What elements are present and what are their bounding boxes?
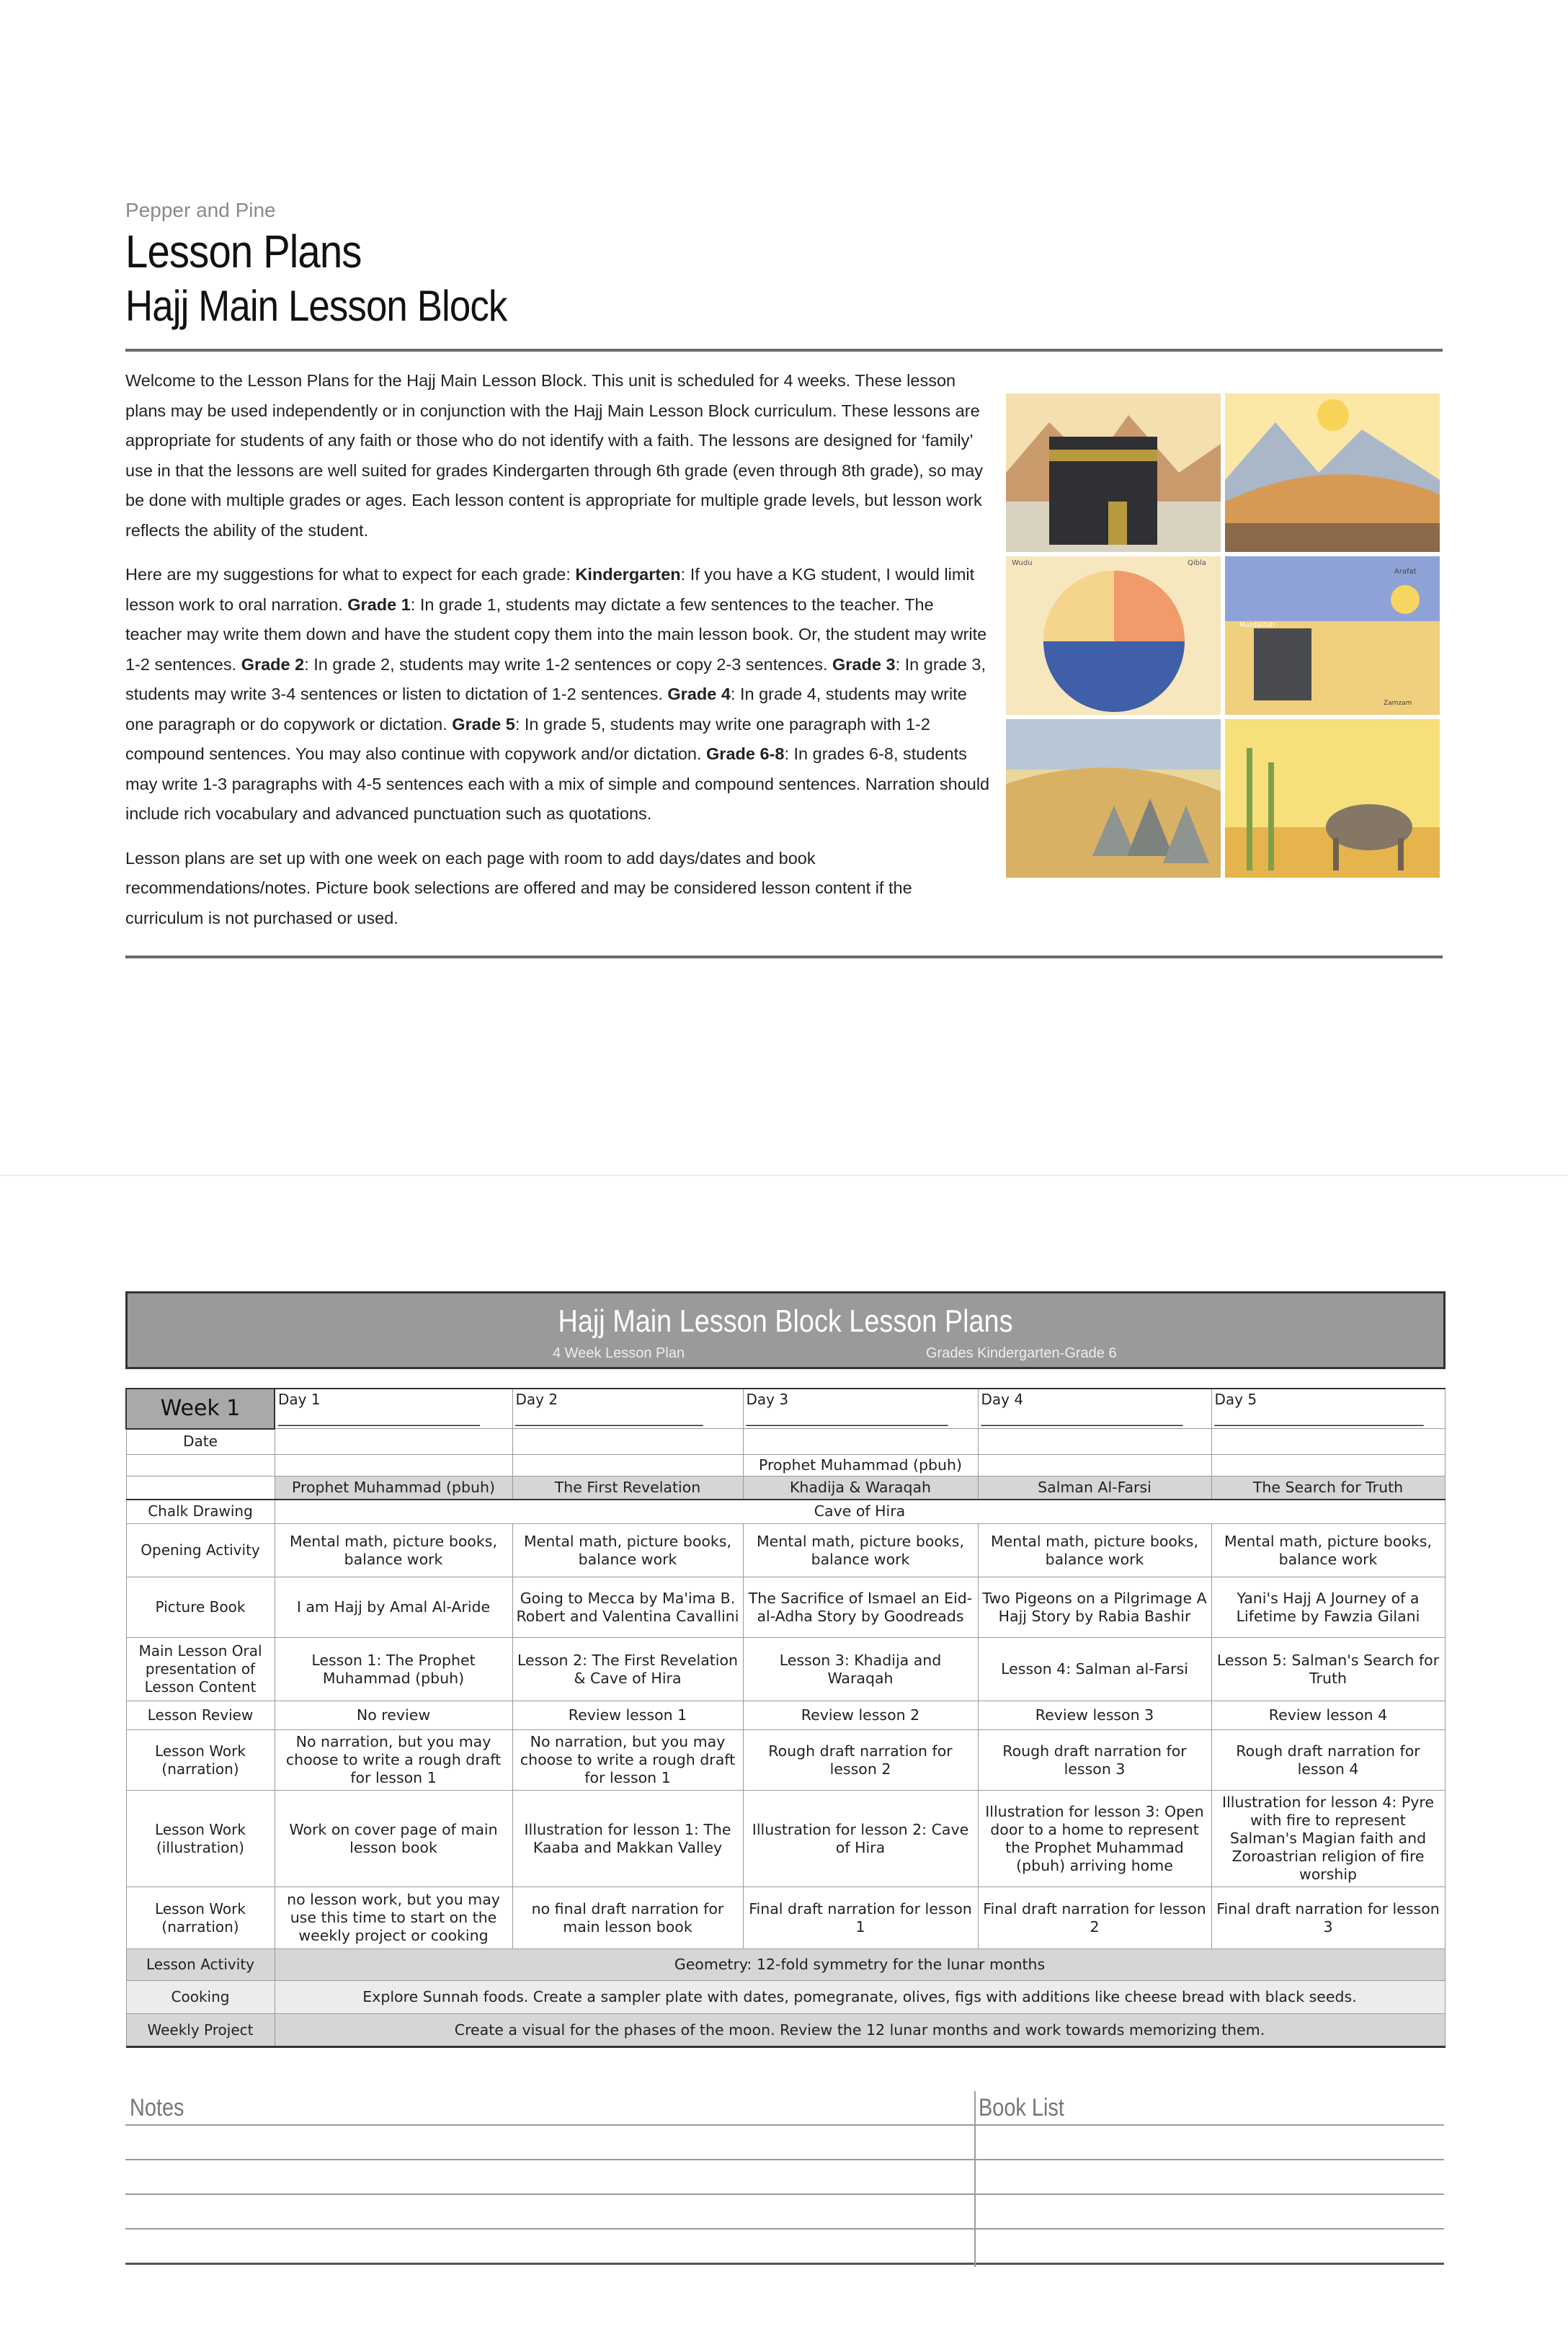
notes-label: Notes (130, 2094, 184, 2121)
lesson-work-illustration-day-5: Illustration for lesson 4: Pyre with fire to represent Salman's Magian faith and Zoroastrian religion of fire worship (1211, 1791, 1445, 1887)
lesson-work-final-day-5: Final draft narration for lesson 3 (1211, 1887, 1445, 1949)
main-lesson-day-5: Lesson 5: Salman's Search for Truth (1211, 1638, 1445, 1701)
cooking-label: Cooking (126, 1981, 275, 2014)
lesson-work-illustration-label: Lesson Work (illustration) (126, 1791, 275, 1887)
qibla-prayer-times-painting (1006, 556, 1221, 715)
lesson-work-illustration-day-4: Illustration for lesson 3: Open door to a home to represent the Prophet Muhammad (pbuh) arriving home (978, 1791, 1211, 1887)
date-cell-3[interactable] (743, 1429, 978, 1455)
lesson-activity-label: Lesson Activity (126, 1949, 275, 1981)
brand-name: Pepper and Pine (125, 199, 276, 221)
hajj-map-painting (1225, 556, 1440, 715)
lesson-plan-grades: Grades Kindergarten-Grade 6 (926, 1345, 1117, 1361)
lesson-work-narration-day-4: Rough draft narration for lesson 3 (978, 1730, 1211, 1791)
grade-label: Grade 2 (241, 654, 305, 674)
weekly-project-label: Weekly Project (126, 2014, 275, 2047)
picture-book-day-4: Two Pigeons on a Pilgrimage A Hajj Story by Rabia Bashir (978, 1577, 1211, 1638)
week-label: Week 1 (126, 1389, 275, 1429)
kaaba-painting (1006, 393, 1221, 552)
page-subtitle: Hajj Main Lesson Block (125, 282, 507, 330)
lesson-plan-duration: 4 Week Lesson Plan (553, 1345, 685, 1361)
grade-label: Grade 1 (347, 594, 411, 614)
page-one (0, 0, 1568, 1175)
date-cell-2[interactable] (512, 1429, 743, 1455)
lesson-work-final-day-2: no final draft narration for main lesson book (512, 1887, 743, 1949)
booklist-label: Book List (979, 2094, 1064, 2121)
muzdalifah-label: Muzdalifah (1239, 622, 1275, 629)
chalk-drawing-value: Cave of Hira (275, 1500, 1445, 1524)
lesson-work-narration-day-2: No narration, but you may choose to write a rough draft for lesson 1 (512, 1730, 743, 1791)
date-label: Date (126, 1429, 275, 1455)
intro-paragraph-1: Welcome to the Lesson Plans for the Hajj Main Lesson Block. This unit is scheduled for 4 weeks. These lesson plans may be used independently or in conjunction with the Hajj Main Lesson Block curriculum. These lessons are appropriate for students of any faith or those who do not identify with a faith. The lessons are designed for ‘family’ use in that the lessons are well suited for grades Kindergarten through 6th grade (even through 8th grade), so may be done with multiple grades or ages. Each lesson content is appropriate for multiple grade levels, but lesson work reflects the ability of the student. (125, 371, 984, 540)
day-4-header[interactable]: Day 4 ____________________________ (978, 1389, 1211, 1429)
picture-book-day-2: Going to Mecca by Ma'ima B. Robert and Valentina Cavallini (512, 1577, 743, 1638)
opening-activity-day-5: Mental math, picture books, balance work (1211, 1524, 1445, 1577)
grade-label: Grade 3 (832, 654, 896, 674)
main-lesson-day-4: Lesson 4: Salman al-Farsi (978, 1638, 1211, 1701)
notes-line[interactable] (125, 2124, 1444, 2126)
lesson-review-day-4: Review lesson 3 (978, 1701, 1211, 1730)
opening-activity-label: Opening Activity (126, 1524, 275, 1577)
lesson-work-final-day-1: no lesson work, but you may use this time to start on the weekly project or cooking (275, 1887, 512, 1949)
lesson-work-narration-day-5: Rough draft narration for lesson 4 (1211, 1730, 1445, 1791)
banner-blank-5 (1211, 1455, 1445, 1476)
opening-activity-day-1: Mental math, picture books, balance work (275, 1524, 512, 1577)
grade-label: Grade 4 (667, 685, 731, 703)
topic-day-2: The First Revelation (512, 1476, 743, 1500)
day-2-header[interactable]: Day 2 __________________________ (512, 1389, 743, 1429)
picture-book-label: Picture Book (126, 1577, 275, 1638)
main-lesson-day-3: Lesson 3: Khadija and Waraqah (743, 1638, 978, 1701)
day-1-header[interactable]: Day 1 ____________________________ (275, 1389, 512, 1429)
opening-activity-day-3: Mental math, picture books, balance work (743, 1524, 978, 1577)
lesson-work-narration-label: Lesson Work (narration) (126, 1730, 275, 1791)
lesson-work-final-day-4: Final draft narration for lesson 2 (978, 1887, 1211, 1949)
intro-paragraph-2: Here are my suggestions for what to expect for each grade: Kindergarten: If you have a KG student, I would limit lesson work to oral narration. Grade 1: In grade 1, students may dictate a few sentences to the teacher. The teacher may write them down and have the student copy them into the main lesson book. Or, the student may write 1-2 sentences. Grade 2: In grade 2, students may write 1-2 sentences or copy 2-3 sentences. Grade 3: In grade 3, students may write 3-4 sentences or listen to dictation of 1-2 sentences. Grade 4: In grade 4, students may write one paragraph or do copywork or dictation. Grade 5: In grade 5, students may write one paragraph with 1-2 compound sentences. You may also continue with copywork and/or dictation. Grade 6-8: In grades 6-8, students may write 1-3 paragraphs with 4-5 sentences each with a mix of simple and compound sentences. Narration should include rich vocabulary and advanced punctuation such as quotations. (125, 565, 990, 823)
wudu-label: Wudu (1012, 559, 1033, 567)
lesson-review-day-3: Review lesson 2 (743, 1701, 978, 1730)
notes-line[interactable] (125, 2193, 1444, 2195)
date-cell-1[interactable] (275, 1429, 512, 1455)
banner-blank-4 (978, 1455, 1211, 1476)
main-lesson-day-2: Lesson 2: The First Revelation & Cave of Hira (512, 1638, 743, 1701)
lesson-work-final-day-3: Final draft narration for lesson 1 (743, 1887, 978, 1949)
banner-spacer (126, 1455, 275, 1476)
ram-sacrifice-painting (1225, 719, 1440, 878)
topic-day-5: The Search for Truth (1211, 1476, 1445, 1500)
intro-paragraph-3: Lesson plans are set up with one week on each page with room to add days/dates and book recommendations/notes. Picture book selections are offered and may be considered lesson content if the curriculum is not purchased or used. (125, 848, 912, 927)
lesson-review-label: Lesson Review (126, 1701, 275, 1730)
date-cell-5[interactable] (1211, 1429, 1445, 1455)
lesson-work-narration-day-3: Rough draft narration for lesson 2 (743, 1730, 978, 1791)
notes-and-booklist (125, 2091, 1444, 2264)
picture-book-day-3: The Sacrifice of Ismael an Eid-al-Adha Story by Goodreads (743, 1577, 978, 1638)
grade-label: Kindergarten (575, 565, 681, 584)
lesson-work-illustration-day-3: Illustration for lesson 2: Cave of Hira (743, 1791, 978, 1887)
topic-spacer (126, 1476, 275, 1500)
opening-activity-day-4: Mental math, picture books, balance work (978, 1524, 1211, 1577)
lesson-work-illustration-day-2: Illustration for lesson 1: The Kaaba and Makkan Valley (512, 1791, 743, 1887)
grade-label: Grade 6-8 (706, 744, 785, 763)
day-3-header[interactable]: Day 3 ____________________________ (743, 1389, 978, 1429)
section-rule (125, 956, 1443, 958)
picture-book-day-5: Yani's Hajj A Journey of a Lifetime by Fawzia Gilani (1211, 1577, 1445, 1638)
lesson-plan-table (125, 1388, 1446, 2048)
intro-text (125, 366, 990, 948)
topic-day-4: Salman Al-Farsi (978, 1476, 1211, 1500)
lesson-plan-title: Hajj Main Lesson Block Lesson Plans (558, 1304, 1013, 1339)
qibla-label: Qibla (1188, 559, 1206, 567)
lesson-activity-value: Geometry: 12-fold symmetry for the lunar months (275, 1949, 1445, 1981)
lesson-review-day-5: Review lesson 4 (1211, 1701, 1445, 1730)
date-cell-4[interactable] (978, 1429, 1211, 1455)
cooking-value: Explore Sunnah foods. Create a sampler plate with dates, pomegranate, olives, figs with additions like cheese bread with black seeds. (275, 1981, 1445, 2014)
main-lesson-day-1: Lesson 1: The Prophet Muhammad (pbuh) (275, 1638, 512, 1701)
opening-activity-day-2: Mental math, picture books, balance work (512, 1524, 743, 1577)
notes-line[interactable] (125, 2228, 1444, 2230)
lesson-review-day-1: No review (275, 1701, 512, 1730)
notes-bottom-rule (125, 2263, 1444, 2265)
title-rule (125, 349, 1443, 352)
zamzam-label: Zamzam (1384, 700, 1412, 707)
picture-book-day-1: I am Hajj by Amal Al-Aride (275, 1577, 512, 1638)
lesson-review-day-2: Review lesson 1 (512, 1701, 743, 1730)
main-lesson-label: Main Lesson Oral presentation of Lesson Content (126, 1638, 275, 1701)
tents-at-mina-painting (1006, 719, 1221, 878)
arafat-label: Arafat (1394, 568, 1417, 576)
watercolor-artwork-grid (1006, 393, 1440, 878)
chalk-drawing-label: Chalk Drawing (126, 1500, 275, 1524)
notes-column-divider (974, 2091, 976, 2267)
lesson-plan-header (125, 1291, 1446, 1369)
topic-day-1: Prophet Muhammad (pbuh) (275, 1476, 512, 1500)
day-5-header[interactable]: Day 5 _____________________________ (1211, 1389, 1445, 1429)
page-title: Lesson Plans (125, 226, 362, 277)
banner-blank-2 (512, 1455, 743, 1476)
desert-valley-painting (1225, 393, 1440, 552)
banner-blank-1 (275, 1455, 512, 1476)
lesson-work-illustration-day-1: Work on cover page of main lesson book (275, 1791, 512, 1887)
notes-line[interactable] (125, 2159, 1444, 2160)
lesson-work-narration-day-1: No narration, but you may choose to write a rough draft for lesson 1 (275, 1730, 512, 1791)
grade-label: Grade 5 (452, 714, 515, 734)
topic-day-3: Khadija & Waraqah (743, 1476, 978, 1500)
weekly-project-value: Create a visual for the phases of the moon. Review the 12 lunar months and work towards memorizing them. (275, 2014, 1445, 2047)
topic-banner: Prophet Muhammad (pbuh) (743, 1455, 978, 1476)
lesson-work-final-label: Lesson Work (narration) (126, 1887, 275, 1949)
